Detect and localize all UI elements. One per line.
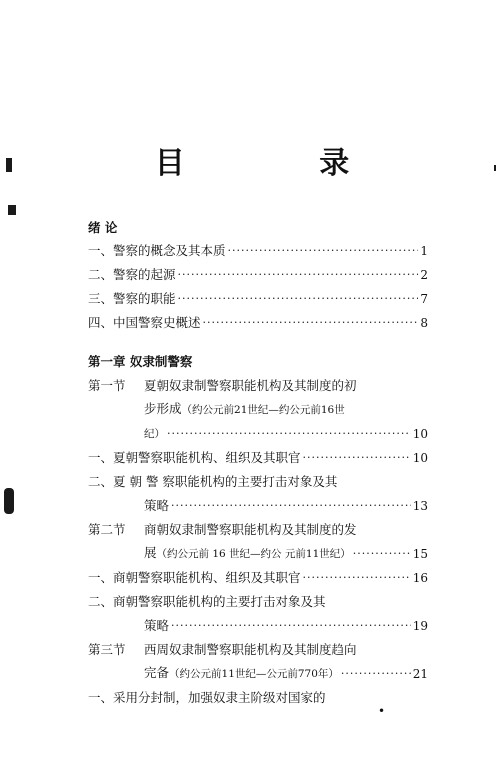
section3-title-line1[interactable] xyxy=(88,640,428,660)
toc-entry-cont xyxy=(144,496,428,516)
toc-entry-label: 一、商朝警察职能机构、组织及其职官 xyxy=(88,570,301,585)
toc-entry[interactable] xyxy=(88,472,428,492)
toc-entry-page: 16 xyxy=(412,571,428,585)
toc-entry-label-cont: 策略 xyxy=(144,618,170,633)
toc-entry-label: 一、采用分封制，加强奴隶主阶级对国家的 xyxy=(88,690,326,705)
toc-entry[interactable] xyxy=(88,241,428,261)
toc-entry-label: 一、夏朝警察职能机构、组织及其职官 xyxy=(88,450,301,465)
section1-page: 10 xyxy=(412,427,428,441)
section1-title-line1[interactable] xyxy=(88,376,428,396)
leader-dots xyxy=(341,664,411,684)
leader-dots xyxy=(228,241,419,261)
section2-title: 商朝奴隶制警察职能机构及其制度的发 xyxy=(144,522,357,537)
section3-title-cont: 完备 xyxy=(144,665,170,680)
section2-date-note: （约公元前 16 世纪—约公 元前11世纪） xyxy=(156,548,351,560)
section2-title-cont: 展 xyxy=(144,545,157,560)
toc-entry[interactable] xyxy=(88,289,428,309)
toc-entry[interactable] xyxy=(88,265,428,285)
toc-entry-label: 二、夏 朝 警 察职能机构的主要打击对象及其 xyxy=(88,474,338,489)
toc-entry-page: 10 xyxy=(412,451,428,465)
section2-page: 15 xyxy=(412,547,428,561)
toc-entry-label: 二、商朝警察职能机构的主要打击对象及其 xyxy=(88,594,326,609)
intro-heading xyxy=(88,218,428,238)
toc-entry-cont xyxy=(144,616,428,636)
section1-date-note-cont: 纪） xyxy=(144,428,165,440)
section1-date-note: （约公元前21世纪—约公元前16世 xyxy=(181,404,345,416)
section3-date-note: （约公元前11世纪—公元前770年） xyxy=(169,668,339,680)
section1-number: 第一节 xyxy=(88,378,126,393)
section3-page: 21 xyxy=(412,667,428,681)
scan-edge-mark-mid xyxy=(8,205,16,215)
toc-entry[interactable] xyxy=(88,313,428,333)
leader-dots xyxy=(303,568,411,588)
scan-speck: • xyxy=(378,704,386,718)
chapter1-heading-text: 第一章 奴隶制警察 xyxy=(88,354,193,369)
toc-entry-label: 三、警察的职能 xyxy=(88,291,176,306)
toc-entry[interactable] xyxy=(88,568,428,588)
section2-title-line2 xyxy=(144,544,428,564)
toc-entry-label: 一、警察的概念及其本质 xyxy=(88,243,226,258)
toc-entry-page: 19 xyxy=(412,619,428,633)
toc-entry[interactable] xyxy=(88,592,428,612)
page-title: 目 录 xyxy=(154,146,412,181)
intro-heading-text: 绪 论 xyxy=(88,220,118,235)
toc-entry-page: 2 xyxy=(420,268,428,282)
leader-dots xyxy=(167,424,411,444)
section1-title-cont: 步形成 xyxy=(144,401,182,416)
section3-title: 西周奴隶制警察职能机构及其制度趋向 xyxy=(144,642,357,657)
toc-entry-page: 1 xyxy=(420,244,428,258)
toc-entry-label: 四、中国警察史概述 xyxy=(88,315,201,330)
scan-edge-mark-low xyxy=(4,488,14,514)
section3-number: 第三节 xyxy=(88,642,126,657)
leader-dots xyxy=(203,313,419,333)
leader-dots xyxy=(178,289,419,309)
toc-entry[interactable] xyxy=(88,448,428,468)
leader-dots xyxy=(353,544,411,564)
section3-title-line2 xyxy=(144,664,428,684)
toc-entry-page: 8 xyxy=(420,316,428,330)
toc-entry-label-cont: 策略 xyxy=(144,498,170,513)
toc-entry[interactable] xyxy=(88,688,428,708)
leader-dots xyxy=(178,265,419,285)
section2-title-line1[interactable] xyxy=(88,520,428,540)
toc-entry-label: 二、警察的起源 xyxy=(88,267,176,282)
toc-entry-page: 13 xyxy=(412,499,428,513)
leader-dots xyxy=(171,616,411,636)
leader-dots xyxy=(171,496,411,516)
leader-dots xyxy=(303,448,411,468)
section1-title-line3 xyxy=(144,424,428,444)
chapter1-heading xyxy=(88,352,428,372)
section2-number: 第二节 xyxy=(88,522,126,537)
section1-title: 夏朝奴隶制警察职能机构及其制度的初 xyxy=(144,378,357,393)
toc-entry-page: 7 xyxy=(420,292,428,306)
section1-title-line2 xyxy=(144,400,428,420)
